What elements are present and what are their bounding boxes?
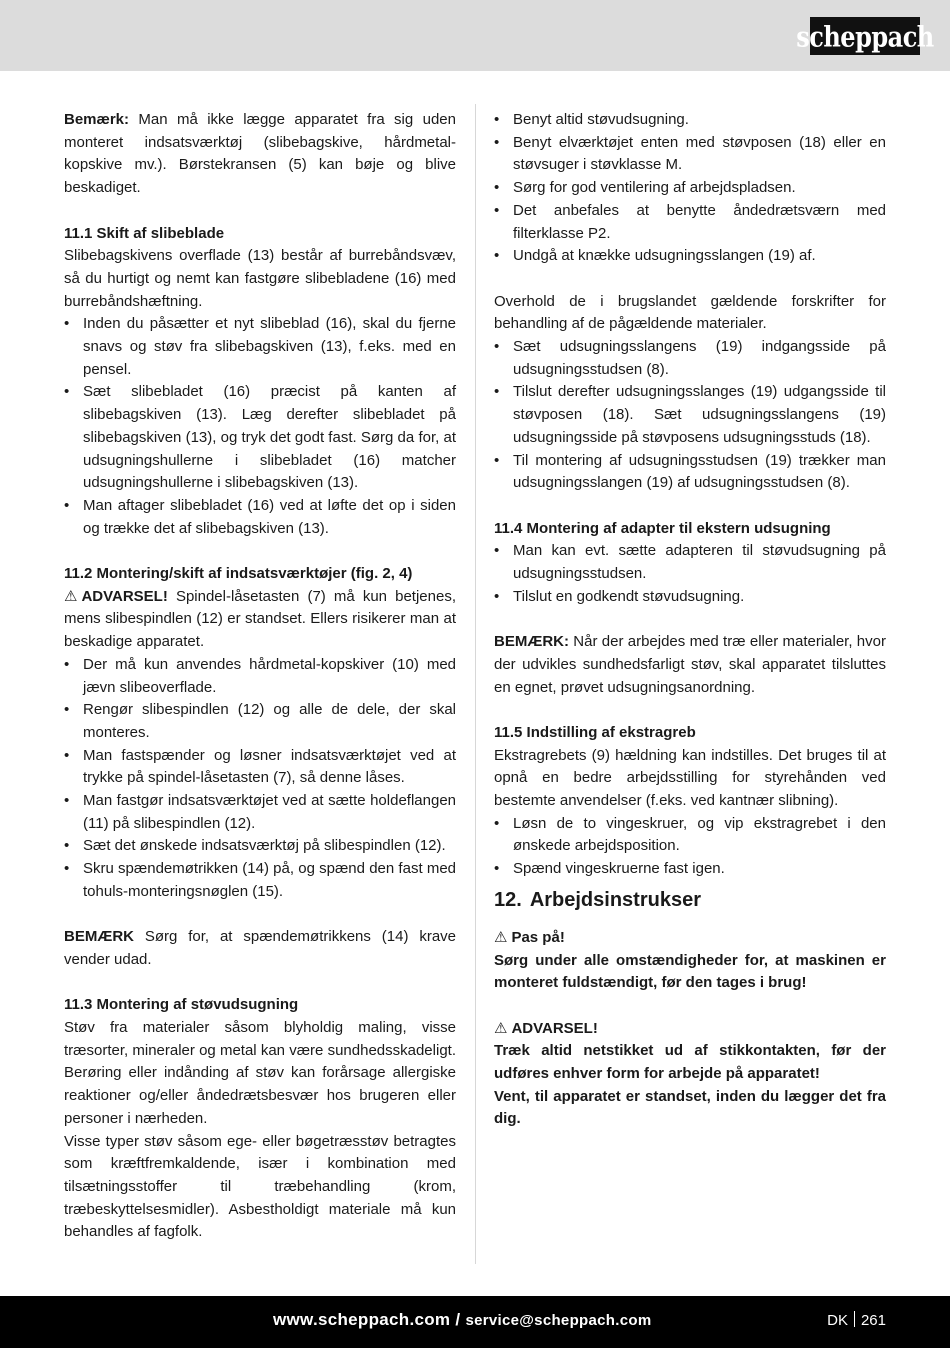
section-11-3-paragraph-1: Støv fra materialer såsom blyholdig maling, visse træsorter, mineraler og metal kan være sundhedsskadeligt. Berøring eller indånding af støv kan forårsage allergiske reaktioner og/eller åndedrætsbesvær hos brugeren eller personer i nærheden.	[64, 1019, 456, 1127]
left-column	[64, 109, 456, 1244]
list-item: • Løsn de to vingeskruer, og vip ekstragrebet i den ønskede arbejdsposition.	[494, 813, 886, 858]
section-11-1-list	[64, 313, 456, 540]
warning-heading: ⚠ ADVARSEL!	[494, 1018, 886, 1041]
page-number: 261	[860, 1312, 886, 1329]
section-11-5-paragraph: Ekstragrebets (9) hældning kan indstilles. Det bruges til at opnå en bedre arbejdsstilling for styrehånden ved bestemte anvendelser (f.eks. ved kantnær slibning).	[494, 746, 886, 810]
list-item: • Tilslut en godkendt støvudsugning.	[494, 586, 886, 609]
warning-text-2: Vent, til apparatet er standset, inden du lægger det fra dig.	[494, 1087, 886, 1128]
section-11-2-title: 11.2 Montering/skift af indsatsværktøjer (fig. 2, 4)	[64, 565, 413, 583]
regulations-paragraph: Overhold de i brugslandet gældende forskrifter for behandling af de pågældende materialer.	[494, 292, 886, 333]
section-11-3-title: 11.3 Montering af støvudsugning	[64, 996, 299, 1014]
list-item: • Det anbefales at benytte åndedrætsværn med filterklasse P2.	[494, 200, 886, 245]
list-item: • Tilslut derefter udsugningsslanges (19) udgangsside til støvposen (18). Sæt udsugningsslangens (19) udsugningsside på støvposens udsugningsstuds (18).	[494, 381, 886, 449]
page-indicator	[827, 1311, 886, 1329]
list-item: • Inden du påsætter et nyt slibeblad (16), skal du fjerne snavs og støv fra slibebagskiven (13), f.eks. med en pensel.	[64, 313, 456, 381]
list-item: • Man fastgør indsatsværktøjet ved at sætte holdeflangen (11) på slibespindlen (12).	[64, 790, 456, 835]
section-11-2-warning: ⚠ ADVARSEL! Spindel-låsetasten (7) må kun betjenes, mens slibespindlen (12) er standset. Ellers risikerer man at beskadige apparatet.	[64, 587, 456, 651]
list-item: • Man aftager slibebladet (16) ved at løfte det op i siden og trække det af slibebagskiven (13).	[64, 495, 456, 540]
section-11-4-list	[494, 540, 886, 608]
list-item: • Undgå at knække udsugningsslangen (19) af.	[494, 245, 886, 268]
section-11-1-intro: Slibebagskivens overflade (13) består af burrebåndsvæv, så du hurtigt og nemt kan fastgøre slibebladene (16) med burrebåndshæftning.	[64, 247, 456, 310]
list-item: • Til montering af udsugningsstudsen (19) trækker man udsugningsslangen (19) af udsugningsstudsen (8).	[494, 450, 886, 495]
list-item: • Rengør slibespindlen (12) og alle de dele, der skal monteres.	[64, 699, 456, 744]
list-item: • Sæt slibebladet (16) præcist på kanten af slibebagskiven (13). Læg derefter slibebladet på slibebagskiven (13), og tryk det godt fast. Sørg da for, at udsugningshullerne i slibebladet (16) matcher udsugningshullerne i slibebagskiven (13).	[64, 381, 456, 495]
note-dust-ring: Bemærk: Man må ikke lægge apparatet fra sig uden monteret indsatsværktøj (slibebagskive, hårdmetal-kopskive mv.). Børstekransen (5) kan bøje og blive beskadiget.	[64, 111, 456, 197]
list-item: • Man fastspænder og løsner indsatsværktøjet ved at trykke på spindel-låsetasten (7), så denne låses.	[64, 745, 456, 790]
note-extraction-device: BEMÆRK: Når der arbejdes med træ eller materialer, hvor der udvikles sundhedsfarligt støv, skal apparatet tilsluttes en egnet, prøvet udsugningsanordning.	[494, 633, 886, 696]
list-item: • Sørg for god ventilering af arbejdspladsen.	[494, 177, 886, 200]
brand-logo: scheppach	[810, 17, 920, 55]
section-11-5-list	[494, 813, 886, 881]
section-11-4-title: 11.4 Montering af adapter til ekstern udsugning	[494, 519, 831, 537]
list-item: • Sæt det ønskede indsatsværktøj på slibespindlen (12).	[64, 835, 456, 858]
dust-extraction-list	[494, 109, 886, 268]
website-link[interactable]: www.scheppach.com	[273, 1310, 451, 1329]
warning-text-1: Træk altid netstikket ud af stikkontakten, før der udføres enhver form for arbejde på apparatet!	[494, 1042, 886, 1083]
warning-icon: ⚠	[494, 928, 508, 946]
warning-icon: ⚠	[64, 587, 78, 605]
section-11-5-title: 11.5 Indstilling af ekstragreb	[494, 723, 696, 741]
footer-contact: www.scheppach.com / service@scheppach.com	[273, 1310, 652, 1329]
list-item: • Spænd vingeskruerne fast igen.	[494, 858, 886, 881]
column-divider	[475, 104, 476, 1264]
list-item: • Der må kun anvendes hårdmetal-kopskiver (10) med jævn slibeoverflade.	[64, 654, 456, 699]
section-11-1-title: 11.1 Skift af slibeblade	[64, 224, 225, 242]
list-item: • Man kan evt. sætte adapteren til støvudsugning på udsugningsstudsen.	[494, 540, 886, 585]
language-code: DK	[827, 1312, 848, 1329]
caution-text: Sørg under alle omstændigheder for, at maskinen er monteret fuldstændigt, før den tages i brug!	[494, 951, 886, 992]
right-column	[494, 109, 886, 1131]
section-11-3-paragraph-2: Visse typer støv såsom ege- eller bøgetræsstøv betragtes som kræftfremkaldende, især i kombination med tilsætningsstoffer til træbehandling (krom, træbeskyttelsesmidler). Asbestholdigt materiale må kun behandles af fagfolk.	[64, 1132, 456, 1241]
list-item: • Skru spændemøtrikken (14) på, og spænd den fast med tohuls-monteringsnøglen (15).	[64, 858, 456, 903]
list-item: • Benyt altid støvudsugning.	[494, 109, 886, 132]
list-item: • Sæt udsugningsslangens (19) indgangsside på udsugningsstudsen (8).	[494, 336, 886, 381]
section-12-heading: 12. Arbejdsinstrukser	[494, 888, 701, 911]
caution-heading: ⚠ Pas på!	[494, 927, 886, 950]
note-clamping-nut: BEMÆRK Sørg for, at spændemøtrikkens (14) krave vender udad.	[64, 928, 456, 968]
warning-icon: ⚠	[494, 1019, 508, 1037]
footer-bar	[0, 1296, 950, 1348]
email-link[interactable]: service@scheppach.com	[465, 1312, 652, 1329]
section-11-2-list	[64, 654, 456, 904]
list-item: • Benyt elværktøjet enten med støvposen (18) eller en støvsuger i støvklasse M.	[494, 132, 886, 177]
hose-mounting-list	[494, 336, 886, 495]
